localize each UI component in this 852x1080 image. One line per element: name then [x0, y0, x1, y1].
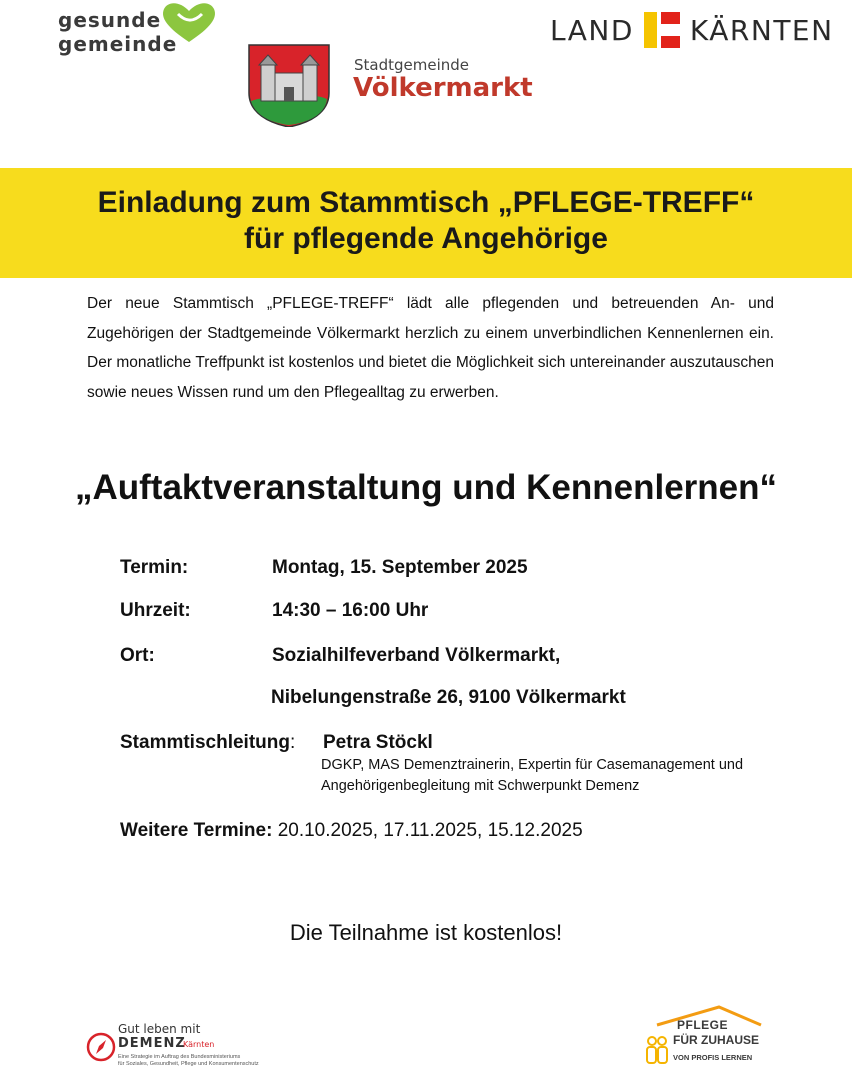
voelkermarkt-crest-icon — [247, 43, 331, 127]
compass-icon — [86, 1032, 116, 1062]
demenz-line2: DEMENZ — [118, 1036, 186, 1051]
pflege-line3: VON PROFIS LERNEN — [673, 1053, 753, 1062]
heart-icon — [158, 0, 220, 44]
pflege-fuer-zuhause-logo — [643, 1005, 773, 1075]
ort-value-line2: Nibelungenstraße 26, 9100 Völkermarkt — [271, 687, 626, 708]
leitung-desc-line2: Angehörigenbegleitung mit Schwerpunkt Demenz — [321, 778, 640, 794]
intro-paragraph: Der neue Stammtisch „PFLEGE-TREFF“ lädt alle pflegenden und betreuenden An- und Zugehörigen der Stadtgemeinde Völkermarkt herzlich zu einem unverbindlichen Kennenlernen ein. Der monatliche Treffpunkt ist kostenlos und bietet die Möglichkeit sich untereinander auszutauschen sowie neues Wissen rund um den Pflegealltag zu erwerben. — [87, 295, 774, 401]
leitung-row — [120, 732, 295, 754]
land-kaernten-right: KÄRNTEN — [689, 13, 834, 47]
free-participation-note: Die Teilnahme ist kostenlos! — [289, 920, 563, 945]
gesunde-gemeinde-line2: gemeinde — [58, 32, 178, 56]
termin-value: Montag, 15. September 2025 — [272, 557, 528, 578]
demenz-logo — [86, 1020, 259, 1076]
pflege-line2: FÜR ZUHAUSE — [673, 1033, 759, 1047]
demenz-line1: Gut leben mit — [118, 1022, 201, 1036]
leitung-name: Petra Stöckl — [323, 732, 433, 753]
ort-label: Ort: — [120, 645, 155, 666]
termin-label: Termin: — [120, 557, 189, 578]
uhrzeit-label: Uhrzeit: — [120, 600, 191, 621]
weitere-termine-label: Weitere Termine: — [120, 820, 273, 841]
title-line1: Einladung zum Stammtisch „PFLEGE-TREFF“ — [97, 186, 755, 219]
demenz-region: Kärnten — [183, 1040, 215, 1049]
demenz-caption-line2: für Soziales, Gesundheit, Pflege und Konsumentenschutz — [118, 1061, 259, 1067]
leitung-colon: : — [289, 732, 296, 753]
kaernten-flag-icon — [644, 12, 680, 48]
ort-value-line1: Sozialhilfeverband Völkermarkt, — [272, 645, 561, 666]
weitere-termine-value: 20.10.2025, 17.11.2025, 15.12.2025 — [277, 820, 583, 841]
title-line2: für pflegende Angehörige — [244, 222, 608, 255]
stadtgemeinde-label: Stadtgemeinde — [354, 56, 470, 74]
event-subtitle: „Auftaktveranstaltung und Kennenlernen“ — [74, 468, 778, 507]
leitung-desc-line1: DGKP, MAS Demenztrainerin, Expertin für Casemanagement und — [321, 757, 744, 773]
demenz-caption — [118, 1054, 259, 1068]
uhrzeit-value: 14:30 – 16:00 Uhr — [272, 600, 429, 621]
land-kaernten-left: LAND — [550, 13, 634, 47]
people-icon — [645, 1035, 669, 1065]
weitere-termine-row — [120, 820, 583, 842]
leitung-label: Stammtischleitung — [120, 732, 290, 753]
land-kaernten-logo — [550, 10, 834, 50]
demenz-caption-line1: Eine Strategie im Auftrag des Bundesministeriums — [118, 1054, 241, 1060]
gesunde-gemeinde-line1: gesunde — [58, 8, 162, 32]
title-banner — [0, 168, 852, 278]
voelkermarkt-label: Völkermarkt — [353, 73, 533, 103]
pflege-line1: PFLEGE — [677, 1018, 729, 1032]
